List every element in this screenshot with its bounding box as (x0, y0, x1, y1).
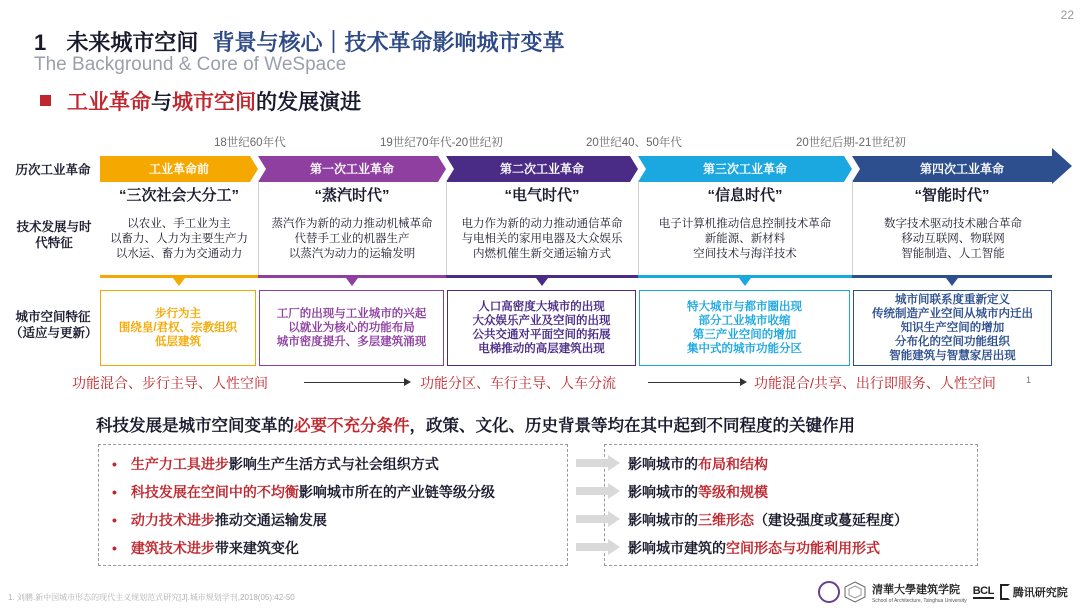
column-divider (852, 180, 853, 276)
era-title: “智能时代” (914, 187, 990, 204)
city-line: 智能建筑与智慧家居出现 (889, 350, 1016, 362)
city-line: 以就业为核心的功能布局 (288, 322, 415, 334)
page-title (34, 26, 565, 57)
footnote-marker: 1 (1026, 375, 1032, 385)
city-line: 电梯推动的高层建筑出现 (478, 343, 605, 355)
cause-item (112, 510, 327, 530)
city-line: 集中式的城市功能分区 (687, 343, 802, 355)
flow-stage: 功能混合/共享、出行即服务、人性空间 (754, 375, 996, 391)
band-label: 工业革命前 (148, 162, 209, 176)
arrow-right-icon (576, 483, 620, 499)
tsinghua-logo-text: 清華大學建筑学院 (872, 584, 960, 596)
source-footnote: 1. 刘鹏.新中国城市形态的现代主义规划范式研究[J].城市规划学刊,2018(05):42-50 (8, 593, 295, 602)
city-line: 大众娱乐产业及空间的出现 (472, 315, 611, 327)
bullet-icon: • (112, 512, 117, 528)
band-label: 第一次工业革命 (309, 162, 394, 176)
tech-description (640, 217, 850, 262)
city-line: 步行为主 (155, 308, 201, 320)
effect-suffix: （建设强度或蔓延程度） (754, 512, 908, 528)
band-first-revolution (258, 156, 446, 182)
effect-item (628, 454, 768, 474)
cause-red: 科技发展在空间中的不均衡 (130, 484, 299, 500)
down-arrow-icon (946, 278, 958, 286)
section-heading-red2: 城市空间 (172, 91, 256, 114)
era-label: 20世纪后期-21世纪初 (796, 137, 906, 149)
effect-prefix: 影响城市建筑的 (628, 540, 726, 556)
tech-description (100, 217, 258, 262)
key-statement (96, 412, 855, 436)
effect-red: 布局和结构 (698, 456, 768, 472)
title-sub: 背景与核心｜技术革命影响城市变革 (212, 30, 565, 55)
page-number: 22 (1060, 8, 1074, 22)
logo-bar (818, 580, 1068, 604)
section-heading-red1: 工业革命 (67, 91, 151, 114)
column-divider (446, 180, 447, 276)
title-number: 1 (34, 30, 47, 55)
section-heading-tail: 的发展演进 (256, 91, 361, 114)
city-line: 分布化的空间功能组织 (895, 336, 1010, 348)
band-pre-industrial (100, 156, 258, 182)
title-main: 未来城市空间 (66, 30, 199, 55)
effect-prefix: 影响城市的 (628, 484, 698, 500)
city-feature-box (100, 290, 256, 366)
bullet-icon: • (112, 456, 117, 472)
bcl-logo: BCL (972, 585, 994, 597)
geometric-logo-icon (844, 581, 866, 603)
city-line: 第三产业空间的增加 (692, 329, 797, 341)
cause-rest: 影响生产生活方式与社会组织方式 (228, 456, 439, 472)
statement-red: 必要不充分条件 (294, 417, 410, 435)
subtitle-en: The Background & Core of WeSpace (34, 54, 347, 75)
tech-line: 以蒸汽为动力的运输发明 (288, 248, 416, 260)
flow-arrow-line (648, 382, 740, 383)
row-label-city: 城市空间特征（适应与更新） (10, 310, 98, 340)
effect-red: 三维形态 (698, 512, 754, 528)
effect-red: 等级和规模 (698, 484, 768, 500)
section-heading (40, 86, 361, 116)
flow-arrow-line (304, 382, 404, 383)
down-arrow-icon (346, 278, 358, 286)
era-title: “电气时代” (504, 187, 580, 204)
effect-prefix: 影响城市的 (628, 512, 698, 528)
era-label: 18世纪60年代 (214, 137, 286, 149)
era-label: 20世纪40、50年代 (586, 137, 682, 149)
city-line: 特大城市与都市圈出现 (687, 301, 802, 313)
cause-item (112, 482, 495, 502)
city-line: 工厂的出现与工业城市的兴起 (276, 308, 427, 320)
cause-item (112, 538, 299, 558)
tech-line: 蒸汽作为新的动力推动机械革命 (271, 218, 433, 230)
tech-line: 智能制造、人工智能 (901, 248, 1005, 260)
tencent-logo-icon (1000, 584, 1010, 600)
band-label: 第三次工业革命 (702, 162, 787, 176)
bullet-icon: • (112, 484, 117, 500)
statement-part1: 科技发展是城市空间变革的 (96, 417, 294, 435)
tech-description (854, 217, 1052, 262)
bullet-icon: • (112, 540, 117, 556)
tech-line: 内燃机催生新交通运输方式 (473, 248, 611, 260)
tencent-logo-text: 腾讯研究院 (1012, 587, 1068, 599)
city-line: 传统制造产业空间从城市内迁出 (872, 308, 1033, 320)
arrow-right-icon (740, 378, 747, 386)
city-line: 城市间联系度重新定义 (895, 294, 1010, 306)
down-arrow-icon (536, 278, 548, 286)
band-label: 第四次工业革命 (919, 162, 1004, 176)
city-line: 知识生产空间的增加 (900, 322, 1005, 334)
tech-line: 电力作为新的动力推动通信革命 (461, 218, 623, 230)
effect-item (628, 510, 908, 530)
cause-rest: 带来建筑变化 (214, 540, 299, 556)
era-title: “蒸汽时代” (314, 187, 390, 204)
cause-red: 生产力工具进步 (130, 456, 229, 472)
cause-item (112, 454, 439, 474)
cause-rest: 影响城市所在的产业链等级分级 (298, 484, 495, 500)
arrow-right-icon (576, 539, 620, 555)
tech-description (448, 217, 636, 262)
row-label-tech: 技术发展与时代特征 (16, 220, 92, 250)
tech-line: 新能源、新材料 (704, 233, 786, 245)
city-feature-box (259, 290, 444, 366)
cause-rest: 推动交通运输发展 (214, 512, 327, 528)
tech-line: 代替手工业的机器生产 (294, 233, 410, 245)
statement-part2: ，政策、文化、历史背景等均在其中起到不同程度的关键作用 (409, 417, 855, 435)
city-feature-box (853, 290, 1052, 366)
band-label: 第二次工业革命 (499, 162, 584, 176)
city-line: 部分工业城市收缩 (698, 315, 791, 327)
row-label-revolutions: 历次工业革命 (15, 163, 91, 177)
band-second-revolution (446, 156, 638, 182)
down-arrow-icon (173, 278, 185, 286)
tech-line: 以农业、手工业为主 (127, 218, 231, 230)
flow-stage: 功能混合、步行主导、人性空间 (72, 375, 268, 391)
flow-stage: 功能分区、车行主导、人车分流 (420, 375, 616, 391)
city-line: 围绕皇/君权、宗教组织 (118, 322, 238, 334)
effect-prefix: 影响城市的 (628, 456, 698, 472)
city-line: 人口高密度大城市的出现 (478, 301, 605, 313)
arrow-right-icon (404, 378, 411, 386)
tech-line: 与电相关的家用电器及大众娱乐 (461, 233, 623, 245)
tech-line: 以畜力、人力为主要生产力 (110, 233, 248, 245)
column-divider (638, 180, 639, 276)
city-line: 公共交通对平面空间的拓展 (472, 329, 611, 341)
square-bullet-icon (40, 95, 51, 106)
tech-line: 数字技术驱动技术融合革命 (884, 218, 1022, 230)
tech-line: 移动互联网、物联网 (901, 233, 1005, 245)
tech-description (260, 217, 444, 262)
city-feature-box (639, 290, 850, 366)
arrow-right-icon (576, 511, 620, 527)
era-label: 19世纪70年代-20世纪初 (380, 137, 503, 149)
era-title: “信息时代” (707, 187, 783, 204)
effect-item (628, 538, 880, 558)
cause-red: 动力技术进步 (130, 512, 215, 528)
city-line: 城市密度提升、多层建筑涌现 (276, 336, 427, 348)
effect-item (628, 482, 768, 502)
tsinghua-logo-en: School of Architecture, Tsinghua University (872, 598, 967, 604)
city-feature-box (447, 290, 636, 366)
cause-red: 建筑技术进步 (130, 540, 215, 556)
column-divider (258, 180, 259, 276)
arrow-right-icon (576, 455, 620, 471)
band-fourth-revolution (852, 148, 1072, 184)
effect-red: 空间形态与功能利用形式 (726, 540, 880, 556)
era-title: “三次社会大分工” (118, 187, 239, 204)
tech-line: 以水运、畜力为交通动力 (115, 248, 243, 260)
city-line: 低层建筑 (155, 336, 201, 348)
university-seal-icon (818, 581, 840, 603)
tech-line: 电子计算机推动信息控制技术革命 (658, 218, 832, 230)
tsinghua-logo (872, 580, 967, 604)
section-heading-mid: 与 (151, 91, 172, 114)
tech-line: 空间技术与海洋技术 (693, 248, 797, 260)
band-third-revolution (638, 156, 852, 182)
down-arrow-icon (739, 278, 751, 286)
